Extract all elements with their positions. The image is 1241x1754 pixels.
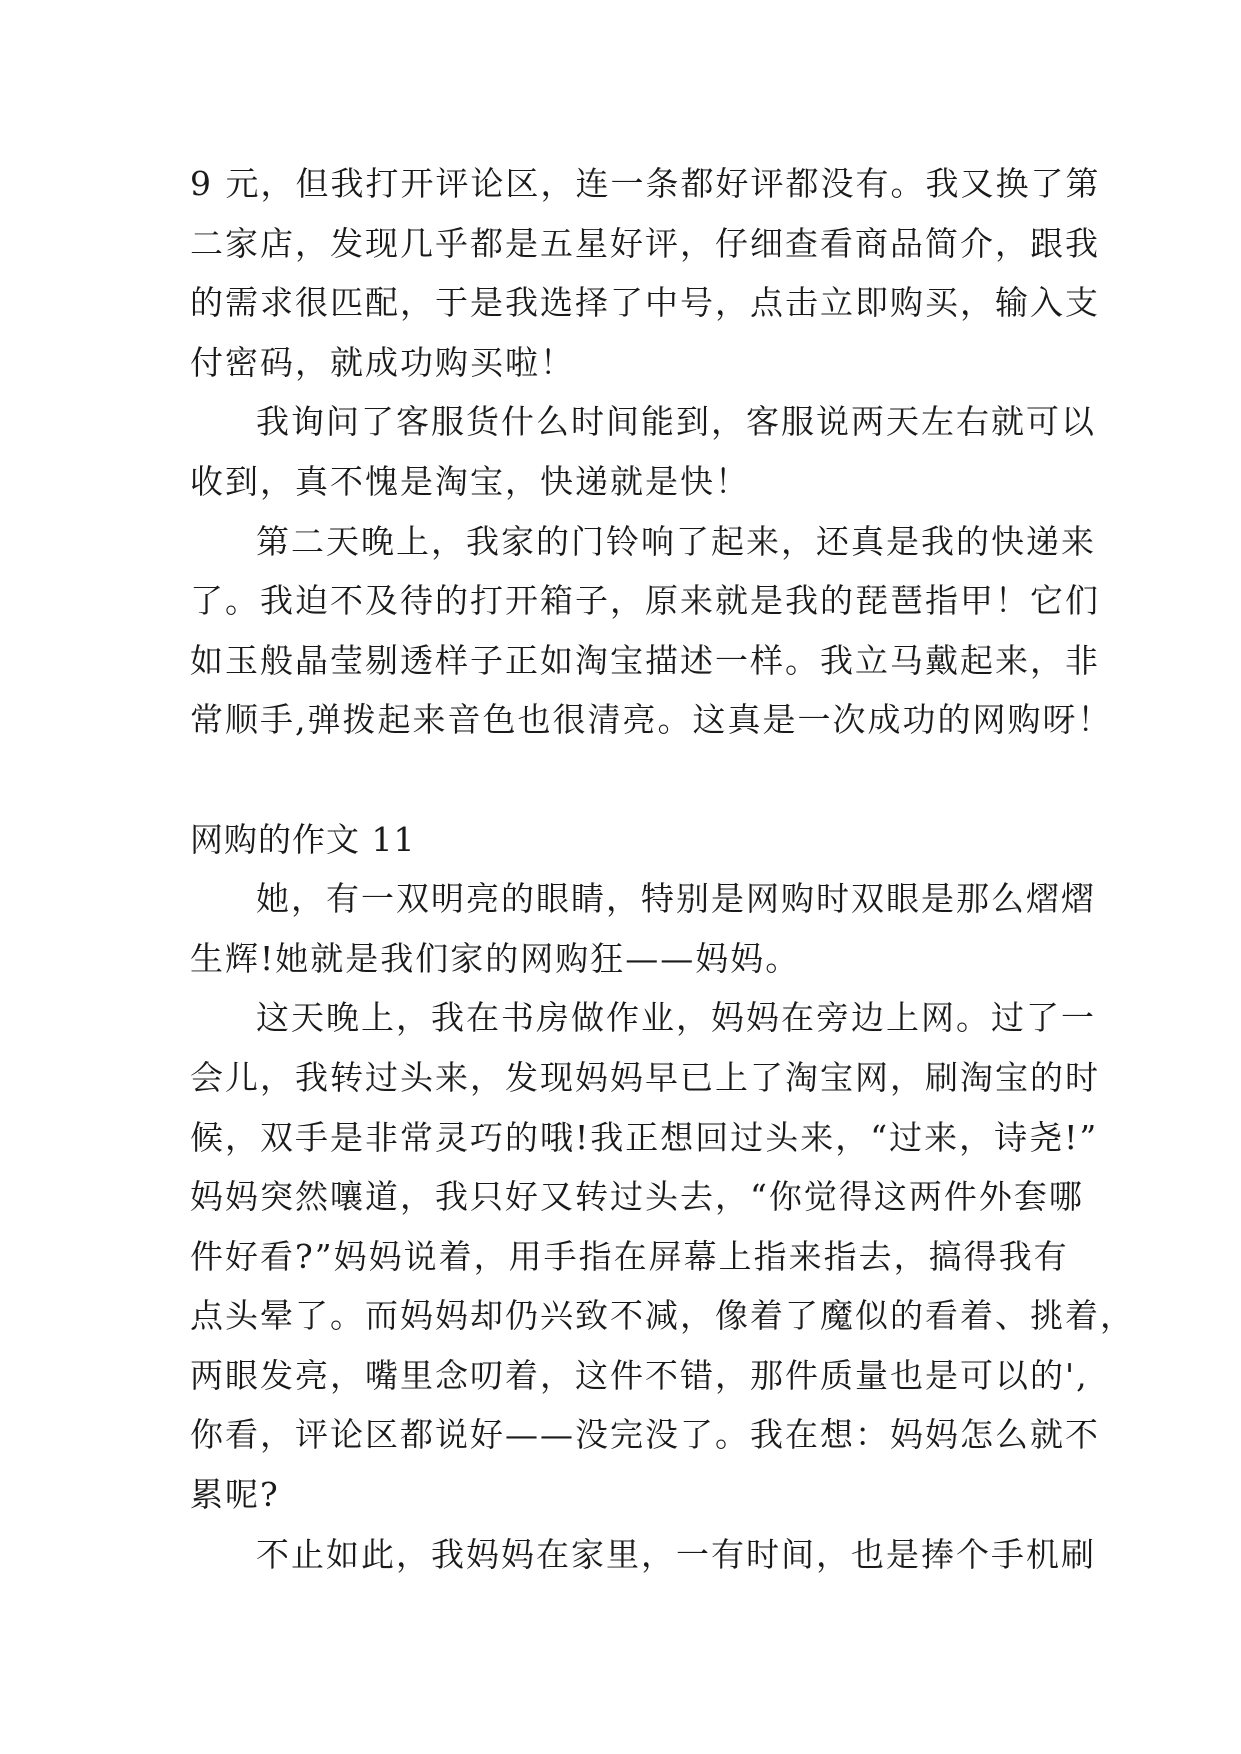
text-line: 二家店，发现几乎都是五星好评，仔细查看商品简介，跟我	[190, 223, 1100, 263]
text-line: 会儿，我转过头来，发现妈妈早已上了淘宝网，刷淘宝的时	[190, 1057, 1100, 1097]
text-line: 常顺手,弹拨起来音色也很清亮。这真是一次成功的网购呀！	[190, 700, 1113, 740]
text-line: 生辉!她就是我们家的网购狂——妈妈。	[190, 938, 801, 978]
paragraph-3	[190, 512, 1113, 750]
text-line: 收到，真不愧是淘宝，快递就是快！	[190, 461, 750, 501]
paragraph-2	[190, 392, 1096, 511]
section-paragraph-2	[190, 988, 1135, 1524]
text-line: 我询问了客服货什么时间能到，客服说两天左右就可以	[256, 402, 1096, 442]
text-line: 两眼发亮，嘴里念叨着，这件不错，那件质量也是可以的',	[190, 1355, 1089, 1395]
text-line: 付密码，就成功购买啦！	[190, 342, 575, 382]
section-spacer	[190, 750, 1050, 810]
document-body	[190, 154, 1135, 1584]
text-line: 如玉般晶莹剔透样子正如淘宝描述一样。我立马戴起来，非	[190, 640, 1100, 680]
text-line: 点头晕了。而妈妈却仍兴致不减，像着了魔似的看着、挑着，	[190, 1296, 1135, 1336]
text-line: 这天晚上，我在书房做作业，妈妈在旁边上网。过了一	[256, 998, 1096, 1038]
paragraph-1	[190, 154, 1101, 392]
text-line: 第二天晚上，我家的门铃响了起来，还真是我的快递来	[256, 521, 1096, 561]
section-paragraph-3	[190, 1525, 1096, 1585]
text-line: 的需求很匹配，于是我选择了中号，点击立即购买，输入支	[190, 283, 1100, 323]
text-line: 候，双手是非常灵巧的哦!我正想回过头来，“过来，诗尧!”	[190, 1117, 1099, 1157]
text-line: 了。我迫不及待的打开箱子，原来就是我的琵琶指甲！它们	[190, 581, 1100, 621]
text-line: 不止如此，我妈妈在家里，一有时间，也是捧个手机刷	[256, 1534, 1096, 1574]
section-title: 网购的作文 11	[190, 819, 416, 859]
text-line: 你看，评论区都说好——没完没了。我在想：妈妈怎么就不	[190, 1415, 1100, 1455]
text-line: 9 元，但我打开评论区，连一条都好评都没有。我又换了第	[190, 164, 1101, 203]
text-line: 她，有一双明亮的眼睛，特别是网购时双眼是那么熠熠	[256, 879, 1096, 919]
text-line: 件好看?”妈妈说着，用手指在屏幕上指来指去，搞得我有	[190, 1236, 1069, 1276]
text-line: 妈妈突然嚷道，我只好又转过头去，“你觉得这两件外套哪	[190, 1177, 1084, 1217]
text-line: 累呢?	[190, 1475, 280, 1515]
section-paragraph-1	[190, 869, 1096, 988]
